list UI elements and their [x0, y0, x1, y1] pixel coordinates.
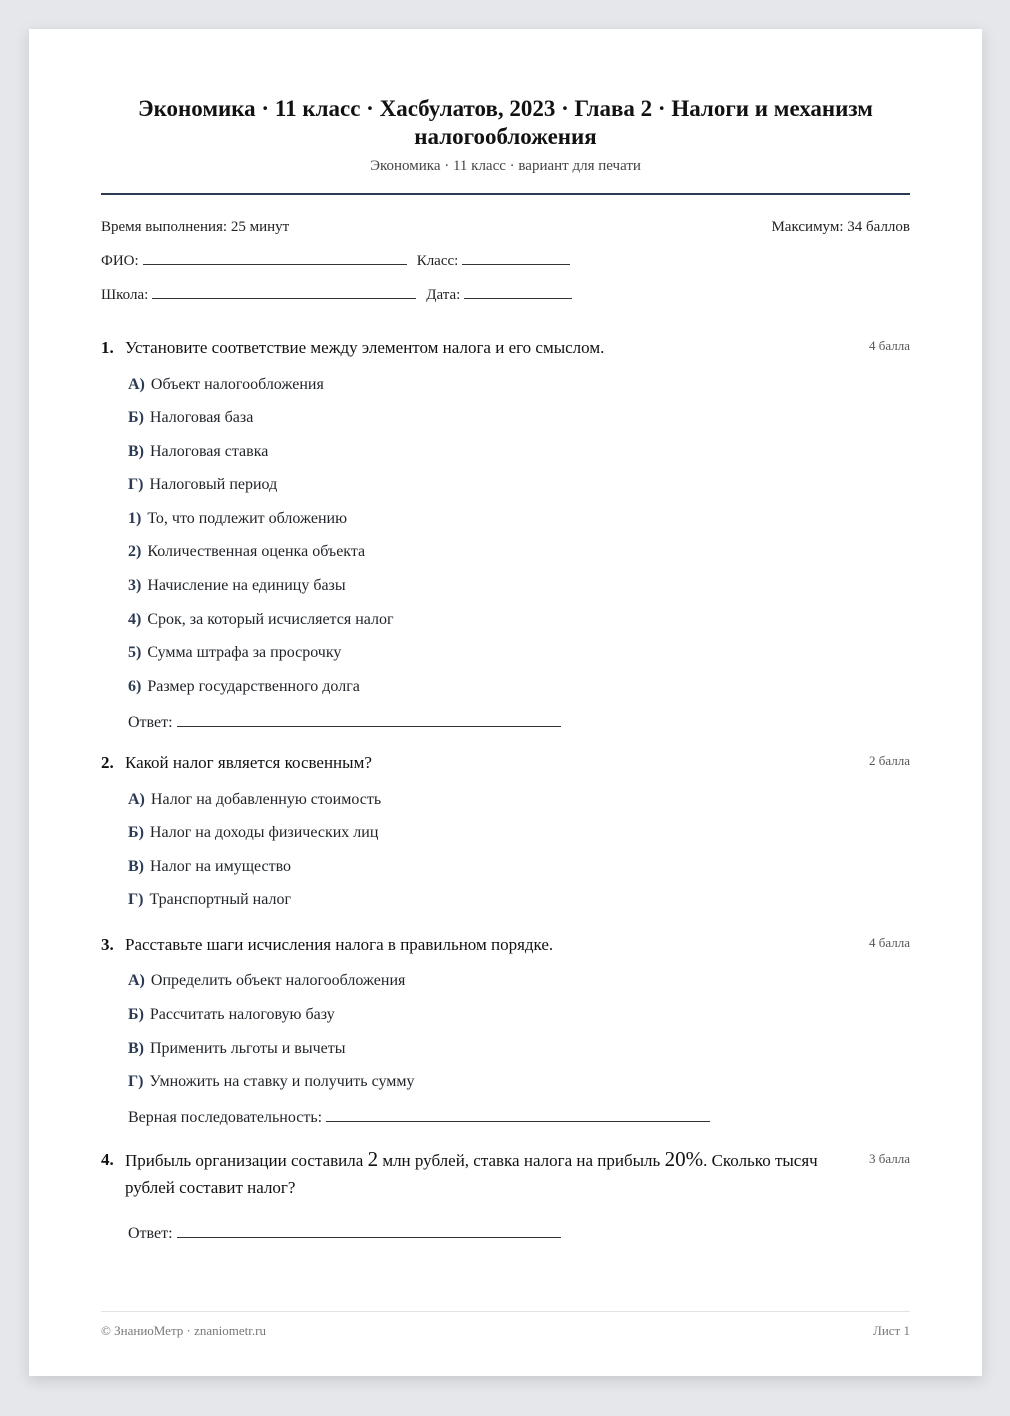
header-divider — [101, 193, 910, 195]
school-label: Школа: — [101, 287, 149, 303]
option-letter: Б) — [128, 824, 144, 841]
question-text: Какой налог является косвенным? — [125, 753, 372, 772]
option-text: Налоговая ставка — [150, 443, 269, 460]
question-text-part: Прибыль организации составила — [125, 1151, 368, 1170]
answer-field[interactable] — [177, 1223, 561, 1238]
option-text: То, что подлежит обложению — [147, 510, 348, 527]
option-text: Объект налогообложения — [150, 376, 324, 393]
option-letter: Г) — [128, 1073, 144, 1090]
option-a — [128, 972, 405, 990]
option-g — [128, 891, 291, 909]
question-points: 4 балла — [869, 935, 910, 950]
class-label: Класс: — [416, 253, 459, 269]
page-title: Экономика · 11 класс · Хасбулатов, 2023 · Глава 2 · Налоги и механизм налогообложения — [138, 96, 873, 149]
question-number: 2. — [101, 753, 114, 772]
option-3 — [128, 577, 346, 595]
question-number-value: 20% — [664, 1147, 704, 1171]
question-1-header — [101, 334, 910, 361]
page-subtitle: Экономика · 11 класс · вариант для печати — [370, 158, 641, 174]
class-field[interactable] — [462, 252, 570, 265]
question-points: 4 балла — [869, 338, 910, 353]
option-letter: Б) — [128, 409, 144, 426]
option-letter: В) — [128, 1040, 144, 1057]
fio-label: ФИО: — [101, 253, 139, 269]
answer-field[interactable] — [177, 712, 561, 727]
option-letter: В) — [128, 443, 144, 460]
option-letter: 6) — [128, 678, 142, 695]
option-6 — [128, 678, 360, 696]
option-v — [128, 858, 291, 876]
option-b — [128, 1006, 335, 1024]
option-letter: 4) — [128, 611, 142, 628]
time-limit: Время выполнения: 25 минут — [101, 219, 290, 235]
option-text: Определить объект налогообложения — [150, 972, 406, 989]
answer-label: Ответ: — [128, 1225, 173, 1242]
question-number: 1. — [101, 338, 114, 357]
option-text: Рассчитать налоговую базу — [149, 1006, 335, 1023]
date-label: Дата: — [426, 287, 461, 303]
option-text: Налог на имущество — [150, 858, 292, 875]
option-text: Количественная оценка объекта — [147, 543, 366, 560]
option-letter: А) — [128, 376, 145, 393]
option-text: Применить льготы и вычеты — [150, 1040, 346, 1057]
date-field[interactable] — [464, 286, 572, 299]
question-4-header — [101, 1146, 910, 1201]
question-2 — [101, 749, 910, 908]
question-text: Расставьте шаги исчисления налога в правильном порядке. — [125, 935, 554, 954]
answer-row — [128, 1107, 710, 1127]
answer-label: Ответ: — [128, 714, 173, 731]
max-score: Максимум: 34 баллов — [771, 219, 910, 235]
option-text: Налог на добавленную стоимость — [150, 791, 382, 808]
option-v — [128, 443, 268, 461]
option-v — [128, 1040, 346, 1058]
question-points: 2 балла — [869, 753, 910, 768]
answer-field[interactable] — [326, 1107, 710, 1122]
question-text-part: млн рублей, ставка налога на прибыль — [378, 1151, 665, 1170]
answer-row — [128, 1223, 561, 1243]
question-4 — [101, 1146, 910, 1242]
meta-fio-row — [101, 252, 910, 270]
question-number: 3. — [101, 935, 114, 954]
option-text: Сумма штрафа за просрочку — [147, 644, 342, 661]
option-text: Налоговая база — [149, 409, 254, 426]
option-5 — [128, 644, 341, 662]
option-2 — [128, 543, 365, 561]
option-letter: Г) — [128, 891, 144, 908]
option-letter: В) — [128, 858, 144, 875]
option-g — [128, 1073, 415, 1091]
option-1 — [128, 510, 347, 528]
meta-school-row — [101, 286, 910, 304]
option-letter: 3) — [128, 577, 142, 594]
option-letter: 2) — [128, 543, 142, 560]
option-b — [128, 824, 378, 842]
school-field[interactable] — [152, 286, 416, 299]
question-text: Установите соответствие между элементом налога и его смыслом. — [125, 338, 605, 357]
option-text: Транспортный налог — [149, 891, 292, 908]
meta-time-row — [101, 219, 910, 236]
footer-divider — [101, 1311, 910, 1312]
question-text-part: . Сколько тысяч рублей составит налог? — [125, 1151, 818, 1197]
option-text: Налог на доходы физических лиц — [149, 824, 379, 841]
option-letter: Г) — [128, 476, 144, 493]
option-letter: А) — [128, 791, 145, 808]
footer-copyright: © ЗнаниоМетр · znaniometr.ru — [101, 1323, 266, 1338]
option-text: Срок, за который исчисляется налог — [147, 611, 394, 628]
option-letter: Б) — [128, 1006, 144, 1023]
fio-field[interactable] — [143, 252, 407, 265]
question-3 — [101, 931, 910, 1126]
option-text: Налоговый период — [149, 476, 278, 493]
answer-label: Верная последовательность: — [128, 1109, 323, 1126]
option-text: Начисление на единицу базы — [147, 577, 346, 594]
question-1 — [101, 334, 910, 731]
question-3-header — [101, 931, 910, 958]
question-points: 3 балла — [869, 1151, 910, 1166]
option-g — [128, 476, 277, 494]
option-letter: 1) — [128, 510, 142, 527]
option-letter: А) — [128, 972, 145, 989]
answer-row — [128, 712, 561, 732]
option-b — [128, 409, 253, 427]
option-text: Умножить на ставку и получить сумму — [149, 1073, 415, 1090]
option-text: Размер государственного долга — [147, 678, 360, 695]
option-letter: 5) — [128, 644, 142, 661]
question-number-value: 2 — [367, 1147, 379, 1171]
page-content — [101, 29, 910, 1376]
option-a — [128, 791, 381, 809]
option-4 — [128, 611, 394, 629]
worksheet-page — [29, 29, 982, 1376]
footer-page-number: Лист 1 — [873, 1323, 910, 1338]
option-a — [128, 376, 324, 394]
question-number: 4. — [101, 1150, 114, 1169]
question-2-header — [101, 749, 910, 776]
